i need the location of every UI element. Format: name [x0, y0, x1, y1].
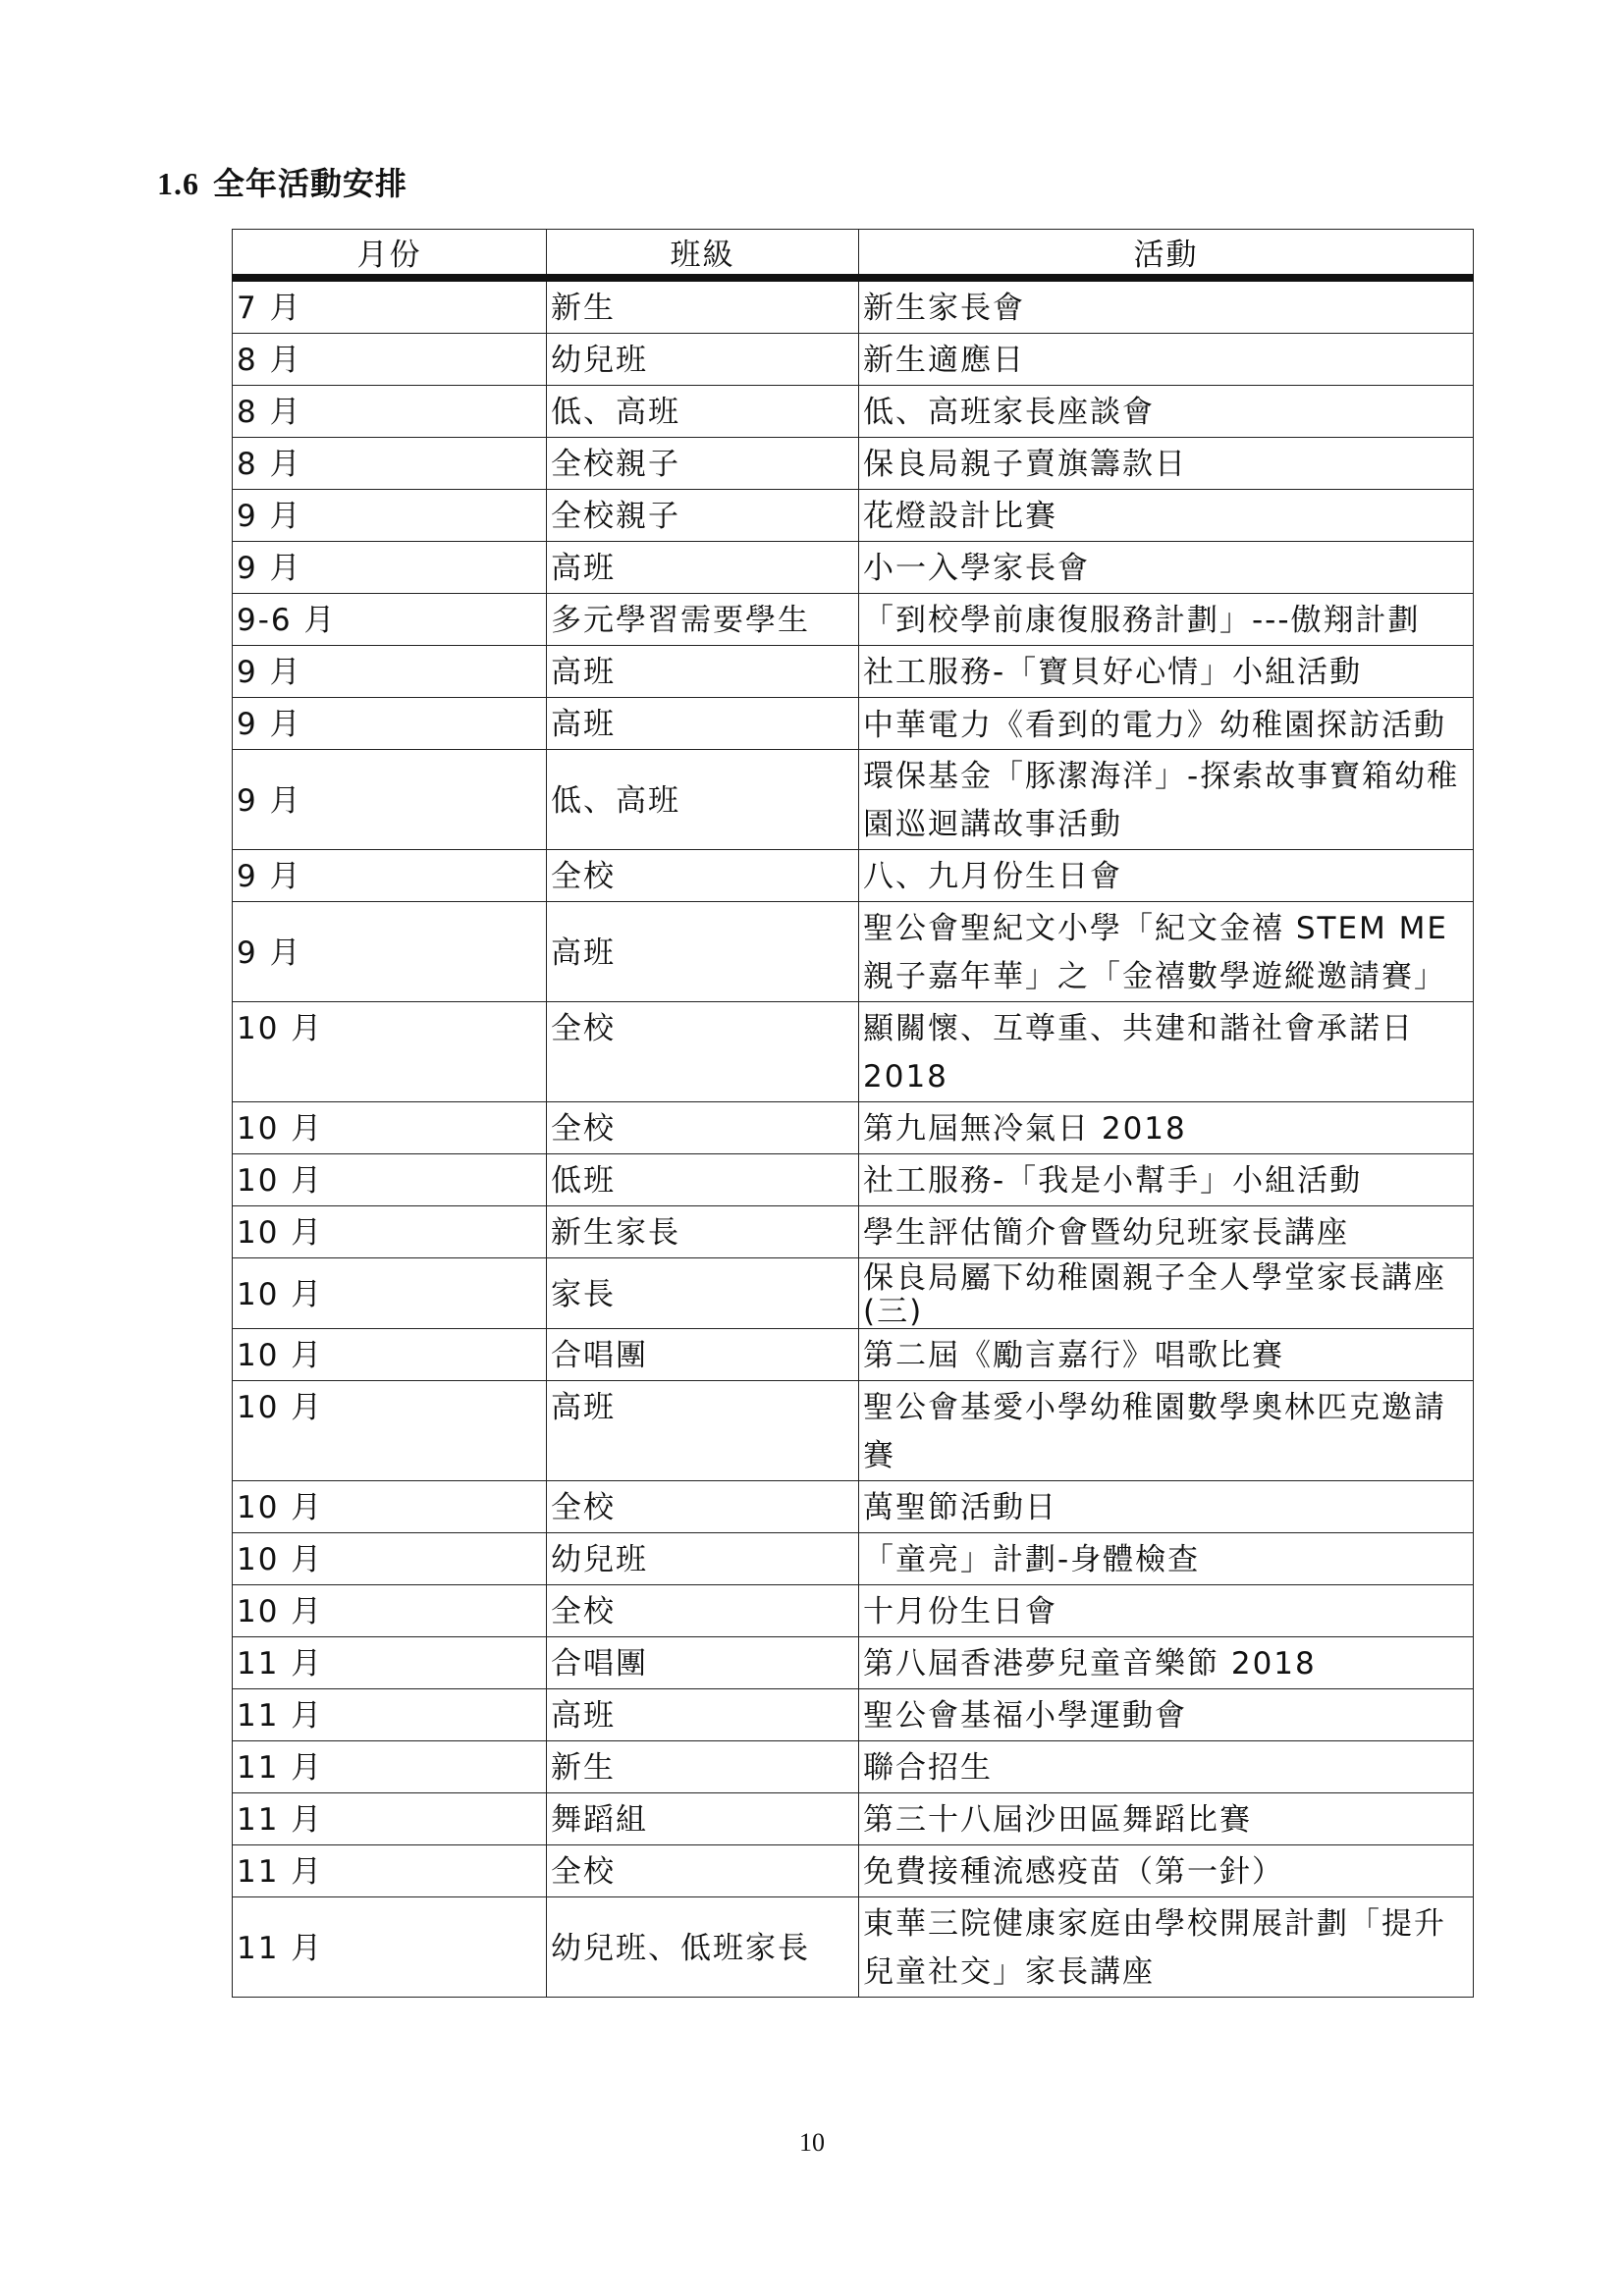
class-cell: 高班 [547, 1381, 859, 1481]
table-row [233, 1381, 1474, 1481]
class-cell: 幼兒班 [547, 1533, 859, 1585]
month-cell: 10 月 [233, 1329, 547, 1381]
table-row [233, 1481, 1474, 1533]
activity-cell: 保良局親子賣旗籌款日 [859, 438, 1474, 490]
section-number: 1.6 [157, 166, 199, 201]
month-cell: 9 月 [233, 490, 547, 542]
class-cell: 高班 [547, 542, 859, 594]
month-cell: 11 月 [233, 1689, 547, 1741]
class-cell: 低班 [547, 1154, 859, 1206]
month-cell: 11 月 [233, 1793, 547, 1845]
activity-cell: 東華三院健康家庭由學校開展計劃「提升兒童社交」家長講座 [859, 1897, 1474, 1998]
activity-cell: 花燈設計比賽 [859, 490, 1474, 542]
activity-cell: 第九屆無冷氣日 2018 [859, 1102, 1474, 1154]
month-cell: 10 月 [233, 1102, 547, 1154]
month-cell: 7 月 [233, 278, 547, 334]
month-cell: 11 月 [233, 1845, 547, 1897]
activity-cell: 第八屆香港夢兒童音樂節 2018 [859, 1637, 1474, 1689]
month-cell: 10 月 [233, 1258, 547, 1329]
activity-cell: 第三十八屆沙田區舞蹈比賽 [859, 1793, 1474, 1845]
table-row [233, 278, 1474, 334]
month-cell: 11 月 [233, 1637, 547, 1689]
class-cell: 低、高班 [547, 750, 859, 850]
table-row [233, 1102, 1474, 1154]
class-cell: 新生家長 [547, 1206, 859, 1258]
table-row [233, 1689, 1474, 1741]
table-row [233, 750, 1474, 850]
month-cell: 10 月 [233, 1533, 547, 1585]
activity-cell: 聖公會基愛小學幼稚園數學奧林匹克邀請賽 [859, 1381, 1474, 1481]
class-cell: 新生 [547, 278, 859, 334]
table-header-row [233, 230, 1474, 279]
class-cell: 舞蹈組 [547, 1793, 859, 1845]
table-row [233, 1329, 1474, 1381]
table-row [233, 542, 1474, 594]
table-row [233, 1154, 1474, 1206]
class-cell: 低、高班 [547, 386, 859, 438]
header-class: 班級 [547, 230, 859, 279]
table-row [233, 1793, 1474, 1845]
table-row [233, 1741, 1474, 1793]
activity-cell: 新生家長會 [859, 278, 1474, 334]
table-row [233, 646, 1474, 698]
table-row [233, 490, 1474, 542]
month-cell: 9 月 [233, 646, 547, 698]
page-number: 10 [799, 2128, 825, 2157]
class-cell: 合唱團 [547, 1637, 859, 1689]
activity-cell: 八、九月份生日會 [859, 850, 1474, 902]
table-row [233, 698, 1474, 750]
activity-cell: 聯合招生 [859, 1741, 1474, 1793]
month-cell: 10 月 [233, 1481, 547, 1533]
month-cell: 9 月 [233, 542, 547, 594]
month-cell: 10 月 [233, 1585, 547, 1637]
activity-table [232, 229, 1474, 1998]
class-cell: 多元學習需要學生 [547, 594, 859, 646]
month-cell: 9-6 月 [233, 594, 547, 646]
activity-cell: 小一入學家長會 [859, 542, 1474, 594]
class-cell: 新生 [547, 1741, 859, 1793]
activity-cell: 「到校學前康復服務計劃」---傲翔計劃 [859, 594, 1474, 646]
table-row [233, 1206, 1474, 1258]
month-cell: 9 月 [233, 698, 547, 750]
table-row [233, 1897, 1474, 1998]
month-cell: 8 月 [233, 438, 547, 490]
activity-cell: 聖公會基福小學運動會 [859, 1689, 1474, 1741]
table-row [233, 902, 1474, 1002]
class-cell: 高班 [547, 698, 859, 750]
activity-cell: 學生評估簡介會暨幼兒班家長講座 [859, 1206, 1474, 1258]
class-cell: 全校 [547, 1585, 859, 1637]
table-row [233, 1258, 1474, 1329]
activity-cell: 萬聖節活動日 [859, 1481, 1474, 1533]
month-cell: 8 月 [233, 334, 547, 386]
activity-cell: 免費接種流感疫苗（第一針） [859, 1845, 1474, 1897]
activity-cell: 保良局屬下幼稚園親子全人學堂家長講座(三) [859, 1258, 1474, 1329]
class-cell: 全校 [547, 1002, 859, 1102]
month-cell: 10 月 [233, 1206, 547, 1258]
month-cell: 10 月 [233, 1002, 547, 1102]
month-cell: 10 月 [233, 1154, 547, 1206]
class-cell: 全校 [547, 1481, 859, 1533]
activity-cell: 低、高班家長座談會 [859, 386, 1474, 438]
activity-cell: 十月份生日會 [859, 1585, 1474, 1637]
activity-cell: 社工服務-「我是小幫手」小組活動 [859, 1154, 1474, 1206]
table-row [233, 594, 1474, 646]
activity-cell: 「童亮」計劃-身體檢查 [859, 1533, 1474, 1585]
class-cell: 高班 [547, 1689, 859, 1741]
class-cell: 全校 [547, 850, 859, 902]
activity-cell: 社工服務-「寶貝好心情」小組活動 [859, 646, 1474, 698]
table-row [233, 1637, 1474, 1689]
table-row [233, 334, 1474, 386]
class-cell: 幼兒班 [547, 334, 859, 386]
class-cell: 全校親子 [547, 438, 859, 490]
table-row [233, 1585, 1474, 1637]
class-cell: 全校親子 [547, 490, 859, 542]
class-cell: 高班 [547, 902, 859, 1002]
activity-cell: 顯關懷、互尊重、共建和諧社會承諾日 2018 [859, 1002, 1474, 1102]
class-cell: 合唱團 [547, 1329, 859, 1381]
table-row [233, 1845, 1474, 1897]
month-cell: 11 月 [233, 1897, 547, 1998]
class-cell: 幼兒班、低班家長 [547, 1897, 859, 1998]
class-cell: 全校 [547, 1102, 859, 1154]
table-row [233, 438, 1474, 490]
table-row [233, 1533, 1474, 1585]
class-cell: 家長 [547, 1258, 859, 1329]
table-row [233, 386, 1474, 438]
header-month: 月份 [233, 230, 547, 279]
class-cell: 高班 [547, 646, 859, 698]
table-row [233, 1002, 1474, 1102]
class-cell: 全校 [547, 1845, 859, 1897]
month-cell: 11 月 [233, 1741, 547, 1793]
activity-cell: 中華電力《看到的電力》幼稚園探訪活動 [859, 698, 1474, 750]
table-row [233, 850, 1474, 902]
month-cell: 9 月 [233, 902, 547, 1002]
month-cell: 9 月 [233, 850, 547, 902]
activity-cell: 聖公會聖紀文小學「紀文金禧 STEM ME 親子嘉年華」之「金禧數學遊縱邀請賽」 [859, 902, 1474, 1002]
section-heading [157, 159, 407, 204]
section-title: 全年活動安排 [213, 165, 408, 202]
activity-cell: 新生適應日 [859, 334, 1474, 386]
activity-cell: 第二屆《勵言嘉行》唱歌比賽 [859, 1329, 1474, 1381]
header-activity: 活動 [859, 230, 1474, 279]
month-cell: 9 月 [233, 750, 547, 850]
month-cell: 8 月 [233, 386, 547, 438]
month-cell: 10 月 [233, 1381, 547, 1481]
activity-cell: 環保基金「豚潔海洋」-探索故事寶箱幼稚園巡迴講故事活動 [859, 750, 1474, 850]
